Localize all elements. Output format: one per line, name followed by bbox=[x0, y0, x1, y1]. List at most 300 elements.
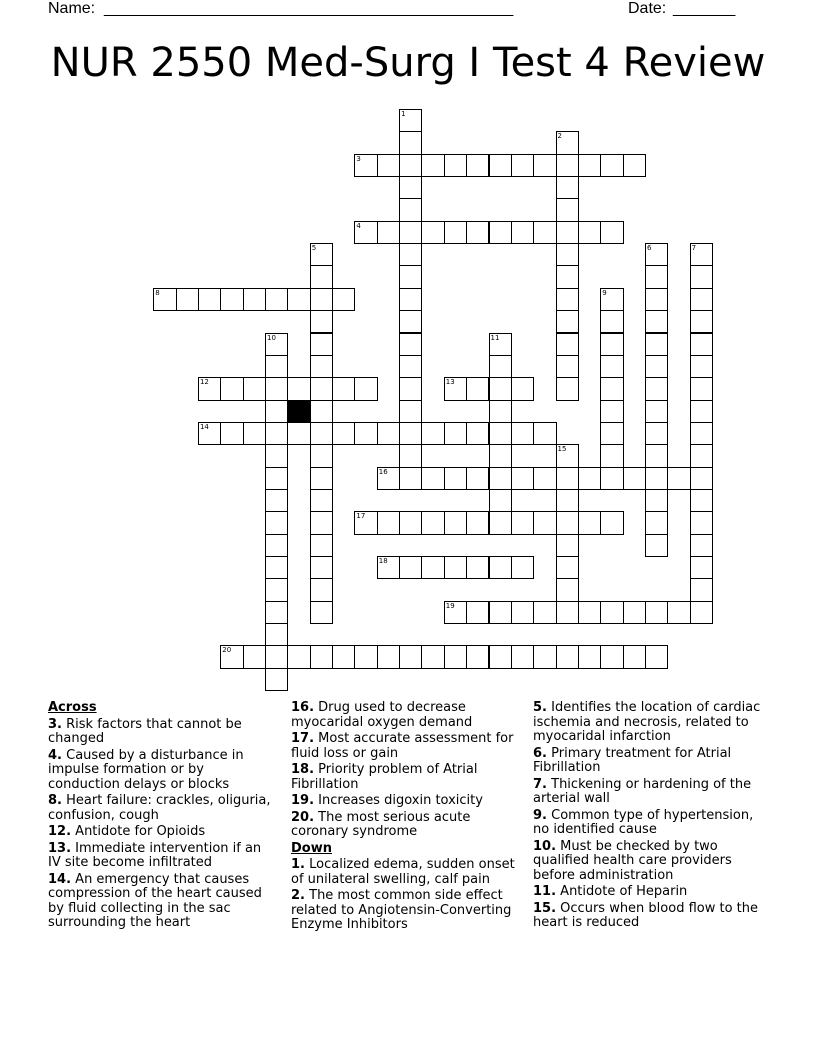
grid-cell[interactable] bbox=[332, 288, 355, 311]
grid-cell[interactable] bbox=[645, 489, 668, 512]
grid-cell[interactable] bbox=[421, 511, 444, 534]
clue-item bbox=[533, 809, 763, 838]
grid-cell[interactable] bbox=[556, 154, 579, 177]
clue-number: 9 bbox=[602, 288, 607, 297]
grid-cell[interactable] bbox=[645, 467, 668, 490]
grid-cell[interactable] bbox=[556, 377, 579, 400]
grid-cell[interactable] bbox=[600, 511, 623, 534]
grid-cell[interactable] bbox=[399, 556, 422, 579]
grid-cell[interactable] bbox=[310, 601, 333, 624]
grid-cell[interactable] bbox=[623, 601, 646, 624]
grid-cell[interactable] bbox=[690, 377, 713, 400]
grid-cell[interactable] bbox=[690, 288, 713, 311]
grid-cell[interactable] bbox=[600, 400, 623, 423]
clue-number: 6 bbox=[646, 244, 652, 253]
grid-cell[interactable] bbox=[399, 198, 422, 221]
grid-cell[interactable] bbox=[600, 310, 623, 333]
grid-cell[interactable] bbox=[556, 444, 579, 467]
grid-cell[interactable] bbox=[354, 511, 377, 534]
grid-cell[interactable] bbox=[556, 198, 579, 221]
grid-cell[interactable] bbox=[243, 377, 266, 400]
grid-cell[interactable] bbox=[466, 377, 489, 400]
grid-cell[interactable] bbox=[265, 333, 288, 356]
grid-cell[interactable] bbox=[421, 221, 444, 244]
grid-cell[interactable] bbox=[690, 333, 713, 356]
grid-cell[interactable] bbox=[645, 645, 668, 668]
grid-cell[interactable] bbox=[645, 377, 668, 400]
grid-cell[interactable] bbox=[489, 333, 512, 356]
grid-cell[interactable] bbox=[399, 422, 422, 445]
grid-cell[interactable] bbox=[600, 154, 623, 177]
clue-text: Antidote of Heparin bbox=[560, 884, 688, 899]
clue-num: 13. bbox=[48, 840, 72, 856]
clue-text: Primary treatment for Atrial Fibrillation bbox=[533, 745, 732, 775]
grid-cell[interactable] bbox=[377, 556, 400, 579]
grid-cell[interactable] bbox=[489, 400, 512, 423]
grid-cell[interactable] bbox=[690, 601, 713, 624]
grid-cell[interactable] bbox=[600, 355, 623, 378]
clue-num: 1. bbox=[291, 857, 305, 872]
clue-item bbox=[48, 825, 274, 840]
grid-cell[interactable] bbox=[220, 288, 243, 311]
clue-number: 12 bbox=[199, 378, 209, 387]
grid-cell[interactable] bbox=[645, 444, 668, 467]
section-heading: Down bbox=[291, 840, 332, 856]
grid-cell[interactable] bbox=[600, 645, 623, 668]
grid-cell[interactable] bbox=[265, 511, 288, 534]
clue-number: 14 bbox=[199, 422, 209, 431]
grid-cell[interactable] bbox=[421, 556, 444, 579]
grid-cell[interactable] bbox=[310, 467, 333, 490]
grid-cell[interactable] bbox=[623, 467, 646, 490]
grid-cell[interactable] bbox=[645, 422, 668, 445]
grid-cell[interactable] bbox=[243, 645, 266, 668]
grid-cell[interactable] bbox=[310, 444, 333, 467]
grid-cell[interactable] bbox=[556, 243, 579, 266]
clue-number: 8 bbox=[155, 288, 160, 297]
grid-cell[interactable] bbox=[578, 511, 601, 534]
grid-cell[interactable] bbox=[332, 422, 355, 445]
grid-cell[interactable] bbox=[399, 243, 422, 266]
grid-cell[interactable] bbox=[489, 511, 512, 534]
grid-cell[interactable] bbox=[533, 221, 556, 244]
grid-cell[interactable] bbox=[690, 489, 713, 512]
name-line[interactable]: ______________________________________________ bbox=[104, 0, 514, 17]
clue-text: Caused by a disturbance in impulse formation or by conduction delays or blocks bbox=[48, 747, 244, 792]
grid-cell[interactable] bbox=[489, 489, 512, 512]
grid-cell[interactable] bbox=[377, 645, 400, 668]
grid-cell[interactable] bbox=[489, 444, 512, 467]
clue-number: 11 bbox=[490, 333, 500, 342]
grid-cell[interactable] bbox=[220, 377, 243, 400]
clue-text: An emergency that causes compression of the heart caused by fluid collecting in the sac surrounding the heart bbox=[48, 871, 262, 930]
clue-column-1 bbox=[48, 701, 274, 933]
clue-text: Thickening or hardening of the arterial wall bbox=[533, 776, 752, 806]
grid-cell[interactable] bbox=[466, 601, 489, 624]
grid-cell[interactable] bbox=[466, 221, 489, 244]
grid-cell[interactable] bbox=[399, 645, 422, 668]
grid-cell[interactable] bbox=[265, 645, 288, 668]
grid-cell[interactable] bbox=[399, 176, 422, 199]
grid-cell[interactable] bbox=[466, 422, 489, 445]
clue-item bbox=[533, 747, 763, 776]
grid-cell[interactable] bbox=[645, 355, 668, 378]
grid-cell[interactable] bbox=[310, 288, 333, 311]
grid-cell[interactable] bbox=[310, 243, 333, 266]
grid-cell[interactable] bbox=[399, 221, 422, 244]
clue-num: 19. bbox=[291, 793, 315, 808]
grid-cell[interactable] bbox=[287, 645, 310, 668]
grid-cell[interactable] bbox=[377, 467, 400, 490]
grid-cell[interactable] bbox=[377, 511, 400, 534]
grid-cell[interactable] bbox=[489, 221, 512, 244]
grid-cell[interactable] bbox=[287, 377, 310, 400]
grid-cell[interactable] bbox=[354, 154, 377, 177]
grid-cell[interactable] bbox=[489, 422, 512, 445]
clue-item bbox=[533, 778, 763, 807]
grid-cell[interactable] bbox=[600, 221, 623, 244]
grid-cell[interactable] bbox=[399, 288, 422, 311]
grid-cell[interactable] bbox=[332, 377, 355, 400]
grid-cell[interactable] bbox=[489, 645, 512, 668]
grid-cell[interactable] bbox=[265, 377, 288, 400]
clue-num: 11. bbox=[533, 884, 557, 899]
clue-text: Immediate intervention if an IV site become infiltrated bbox=[48, 840, 262, 870]
grid-cell[interactable] bbox=[690, 355, 713, 378]
clue-text: Increases digoxin toxicity bbox=[318, 793, 483, 808]
date-line[interactable]: _______ bbox=[673, 0, 736, 17]
grid-cell[interactable] bbox=[310, 333, 333, 356]
grid-cell[interactable] bbox=[511, 154, 534, 177]
grid-cell[interactable] bbox=[310, 534, 333, 557]
grid-cell[interactable] bbox=[310, 265, 333, 288]
clue-number: 5 bbox=[311, 244, 317, 253]
clue-item bbox=[48, 718, 274, 747]
grid-cell[interactable] bbox=[690, 243, 713, 266]
grid-cell[interactable] bbox=[533, 511, 556, 534]
grid-cell[interactable] bbox=[466, 645, 489, 668]
grid-cell[interactable] bbox=[310, 645, 333, 668]
grid-cell[interactable] bbox=[533, 467, 556, 490]
grid-cell[interactable] bbox=[310, 310, 333, 333]
grid-cell[interactable] bbox=[310, 511, 333, 534]
grid-cell[interactable] bbox=[556, 645, 579, 668]
grid-cell[interactable] bbox=[466, 556, 489, 579]
clue-text: Antidote for Opioids bbox=[75, 824, 206, 839]
clue-num: 4. bbox=[48, 747, 62, 763]
grid-cell[interactable] bbox=[243, 288, 266, 311]
clue-number: 1 bbox=[401, 110, 406, 118]
grid-cell[interactable] bbox=[399, 154, 422, 177]
grid-cell[interactable] bbox=[444, 154, 467, 177]
grid-cell[interactable] bbox=[287, 422, 310, 445]
grid-cell[interactable] bbox=[511, 422, 534, 445]
grid-cell[interactable] bbox=[176, 288, 199, 311]
grid-cell[interactable] bbox=[466, 467, 489, 490]
clue-item bbox=[291, 763, 517, 792]
grid-cell[interactable] bbox=[421, 467, 444, 490]
grid-cell[interactable] bbox=[153, 288, 176, 311]
grid-cell[interactable] bbox=[287, 288, 310, 311]
grid-cell[interactable] bbox=[556, 534, 579, 557]
grid-cell[interactable] bbox=[645, 601, 668, 624]
grid-cell[interactable] bbox=[444, 221, 467, 244]
grid-cell[interactable] bbox=[444, 601, 467, 624]
clue-text: Priority problem of Atrial Fibrillation bbox=[291, 762, 478, 792]
grid-cell[interactable] bbox=[645, 511, 668, 534]
grid-cell[interactable] bbox=[578, 154, 601, 177]
grid-cell[interactable] bbox=[645, 288, 668, 311]
clue-item bbox=[291, 889, 517, 933]
clue-text: Risk factors that cannot be changed bbox=[48, 716, 242, 746]
grid-cell[interactable] bbox=[310, 578, 333, 601]
grid-cell[interactable] bbox=[265, 288, 288, 311]
grid-cell[interactable] bbox=[690, 578, 713, 601]
clue-item bbox=[48, 794, 274, 823]
grid-cell[interactable] bbox=[600, 601, 623, 624]
clue-num: 20. bbox=[291, 809, 315, 825]
clue-item bbox=[291, 858, 517, 887]
grid-cell[interactable] bbox=[533, 154, 556, 177]
grid-cell[interactable] bbox=[399, 131, 422, 154]
clue-number: 18 bbox=[378, 557, 388, 565]
clue-number: 15 bbox=[557, 445, 567, 454]
grid-cell[interactable] bbox=[421, 422, 444, 445]
grid-cell[interactable] bbox=[556, 221, 579, 244]
grid-cell[interactable] bbox=[556, 511, 579, 534]
grid-cell[interactable] bbox=[600, 288, 623, 311]
grid-cell[interactable] bbox=[556, 333, 579, 356]
grid-cell[interactable] bbox=[377, 221, 400, 244]
grid-cell[interactable] bbox=[600, 422, 623, 445]
grid-cell[interactable] bbox=[690, 422, 713, 445]
grid-cell[interactable] bbox=[690, 467, 713, 490]
grid-cell[interactable] bbox=[511, 467, 534, 490]
grid-cell[interactable] bbox=[399, 109, 422, 132]
grid-cell[interactable] bbox=[578, 601, 601, 624]
grid-cell[interactable] bbox=[354, 377, 377, 400]
grid-cell[interactable] bbox=[444, 511, 467, 534]
grid-cell[interactable] bbox=[511, 511, 534, 534]
clue-num: 10. bbox=[533, 838, 557, 854]
grid-cell[interactable] bbox=[690, 265, 713, 288]
grid-cell[interactable] bbox=[623, 154, 646, 177]
grid-cell[interactable] bbox=[354, 221, 377, 244]
grid-cell[interactable] bbox=[556, 288, 579, 311]
clue-text: Heart failure: crackles, oliguria, confusion, cough bbox=[48, 793, 271, 823]
grid-cell[interactable] bbox=[489, 556, 512, 579]
clue-num: 3. bbox=[48, 716, 62, 732]
grid-cell[interactable] bbox=[399, 467, 422, 490]
grid-cell[interactable] bbox=[690, 556, 713, 579]
grid-cell[interactable] bbox=[444, 645, 467, 668]
grid-cell[interactable] bbox=[556, 489, 579, 512]
grid-cell[interactable] bbox=[220, 645, 243, 668]
grid-cell[interactable] bbox=[265, 601, 288, 624]
grid-cell[interactable] bbox=[332, 645, 355, 668]
grid-cell[interactable] bbox=[265, 400, 288, 423]
grid-cell[interactable] bbox=[690, 534, 713, 557]
grid-cell[interactable] bbox=[690, 400, 713, 423]
grid-cell[interactable] bbox=[623, 645, 646, 668]
page-title: NUR 2550 Med-Surg I Test 4 Review bbox=[50, 40, 766, 86]
clue-item bbox=[291, 811, 517, 840]
clue-number: 16 bbox=[378, 467, 388, 476]
grid-cell[interactable] bbox=[556, 556, 579, 579]
grid-cell[interactable] bbox=[444, 422, 467, 445]
grid-cell[interactable] bbox=[444, 377, 467, 400]
grid-cell[interactable] bbox=[690, 444, 713, 467]
grid-cell[interactable] bbox=[243, 422, 266, 445]
grid-cell[interactable] bbox=[556, 176, 579, 199]
grid-cell[interactable] bbox=[556, 265, 579, 288]
clue-item bbox=[533, 885, 763, 900]
grid-cell[interactable] bbox=[533, 645, 556, 668]
grid-cell[interactable] bbox=[600, 377, 623, 400]
grid-cell[interactable] bbox=[399, 400, 422, 423]
clue-number: 20 bbox=[222, 646, 232, 655]
grid-cell[interactable] bbox=[265, 444, 288, 467]
grid-cell[interactable] bbox=[220, 422, 243, 445]
grid-cell[interactable] bbox=[533, 601, 556, 624]
grid-cell[interactable] bbox=[489, 355, 512, 378]
grid-cell[interactable] bbox=[310, 400, 333, 423]
grid-cell[interactable] bbox=[354, 422, 377, 445]
clue-column-2 bbox=[291, 701, 517, 935]
clue-text: The most common side effect related to Angiotensin-Converting Enzyme Inhibitors bbox=[291, 888, 512, 932]
grid-cell[interactable] bbox=[511, 556, 534, 579]
grid-cell[interactable] bbox=[265, 467, 288, 490]
grid-cell[interactable] bbox=[377, 422, 400, 445]
grid-cell[interactable] bbox=[578, 221, 601, 244]
grid-cell[interactable] bbox=[198, 422, 221, 445]
grid-cell[interactable] bbox=[645, 534, 668, 557]
section-heading: Across bbox=[48, 700, 97, 715]
grid-cell[interactable] bbox=[265, 556, 288, 579]
grid-cell[interactable] bbox=[421, 645, 444, 668]
grid-cell[interactable] bbox=[198, 288, 221, 311]
grid-cell[interactable] bbox=[354, 645, 377, 668]
grid-cell[interactable] bbox=[489, 601, 512, 624]
clue-text: Localized edema, sudden onset of unilateral swelling, calf pain bbox=[291, 857, 515, 887]
grid-cell[interactable] bbox=[556, 310, 579, 333]
name-label: Name: bbox=[48, 0, 96, 17]
grid-cell[interactable] bbox=[399, 355, 422, 378]
grid-cell[interactable] bbox=[578, 645, 601, 668]
clue-item bbox=[533, 902, 763, 931]
grid-cell[interactable] bbox=[399, 444, 422, 467]
grid-cell[interactable] bbox=[645, 400, 668, 423]
clue-number: 2 bbox=[557, 132, 563, 141]
clue-num: 9. bbox=[533, 807, 547, 823]
grid-cell[interactable] bbox=[556, 467, 579, 490]
clue-num: 17. bbox=[291, 731, 315, 746]
grid-cell[interactable] bbox=[399, 511, 422, 534]
grid-cell[interactable] bbox=[578, 467, 601, 490]
grid-cell[interactable] bbox=[265, 489, 288, 512]
grid-cell[interactable] bbox=[690, 310, 713, 333]
grid-cell[interactable] bbox=[511, 645, 534, 668]
clue-item bbox=[48, 842, 274, 871]
grid-cell[interactable] bbox=[556, 601, 579, 624]
clue-text: Drug used to decrease myocaridal oxygen demand bbox=[291, 700, 473, 730]
grid-cell[interactable] bbox=[265, 422, 288, 445]
clue-item bbox=[533, 840, 763, 884]
clue-number: 19 bbox=[445, 601, 455, 610]
clue-text: The most serious acute coronary syndrome bbox=[291, 809, 471, 839]
clue-text: Occurs when blood flow to the heart is reduced bbox=[533, 900, 759, 930]
grid-cell[interactable] bbox=[556, 355, 579, 378]
clue-number: 7 bbox=[691, 244, 697, 253]
grid-cell[interactable] bbox=[399, 265, 422, 288]
grid-cell[interactable] bbox=[310, 556, 333, 579]
clue-num: 16. bbox=[291, 700, 315, 715]
grid-cell[interactable] bbox=[511, 221, 534, 244]
clue-num: 6. bbox=[533, 745, 547, 761]
grid-cell[interactable] bbox=[421, 154, 444, 177]
grid-cell[interactable] bbox=[489, 377, 512, 400]
grid-cell[interactable] bbox=[466, 511, 489, 534]
grid-cell[interactable] bbox=[310, 422, 333, 445]
grid-cell[interactable] bbox=[556, 131, 579, 154]
grid-cell[interactable] bbox=[645, 310, 668, 333]
clue-number: 17 bbox=[356, 512, 366, 521]
grid-cell[interactable] bbox=[399, 310, 422, 333]
grid-cell[interactable] bbox=[600, 444, 623, 467]
grid-cell[interactable] bbox=[645, 265, 668, 288]
grid-cell[interactable] bbox=[600, 467, 623, 490]
grid-cell[interactable] bbox=[690, 511, 713, 534]
clue-item bbox=[533, 701, 763, 745]
clue-item bbox=[48, 873, 274, 931]
clue-num: 12. bbox=[48, 824, 72, 839]
grid-cell[interactable] bbox=[377, 154, 400, 177]
clue-text: Most accurate assessment for fluid loss or gain bbox=[291, 731, 514, 761]
clue-number: 13 bbox=[445, 378, 455, 387]
clue-item bbox=[291, 732, 517, 761]
grid-cell[interactable] bbox=[511, 377, 534, 400]
grid-cell[interactable] bbox=[444, 467, 467, 490]
grid-cell[interactable] bbox=[310, 355, 333, 378]
grid-cell[interactable] bbox=[667, 601, 690, 624]
clue-num: 15. bbox=[533, 900, 557, 916]
grid-cell[interactable] bbox=[533, 422, 556, 445]
clue-item bbox=[291, 701, 517, 730]
grid-cell[interactable] bbox=[645, 333, 668, 356]
grid-cell[interactable] bbox=[489, 154, 512, 177]
grid-cell[interactable] bbox=[556, 578, 579, 601]
grid-cell[interactable] bbox=[265, 355, 288, 378]
grid-cell[interactable] bbox=[399, 333, 422, 356]
grid-cell[interactable] bbox=[265, 623, 288, 646]
grid-cell[interactable] bbox=[265, 578, 288, 601]
clue-num: 18. bbox=[291, 762, 315, 777]
grid-cell[interactable] bbox=[444, 556, 467, 579]
clue-num: 8. bbox=[48, 793, 62, 808]
grid-cell[interactable] bbox=[265, 534, 288, 557]
grid-cell[interactable] bbox=[399, 377, 422, 400]
grid-cell[interactable] bbox=[265, 668, 288, 691]
grid-cell[interactable] bbox=[198, 377, 221, 400]
grid-cell[interactable] bbox=[511, 601, 534, 624]
grid-cell[interactable] bbox=[667, 467, 690, 490]
grid-cell[interactable] bbox=[310, 489, 333, 512]
grid-cell[interactable] bbox=[310, 377, 333, 400]
grid-cell[interactable] bbox=[600, 333, 623, 356]
grid-cell[interactable] bbox=[466, 154, 489, 177]
grid-cell[interactable] bbox=[489, 467, 512, 490]
grid-cell[interactable] bbox=[645, 243, 668, 266]
